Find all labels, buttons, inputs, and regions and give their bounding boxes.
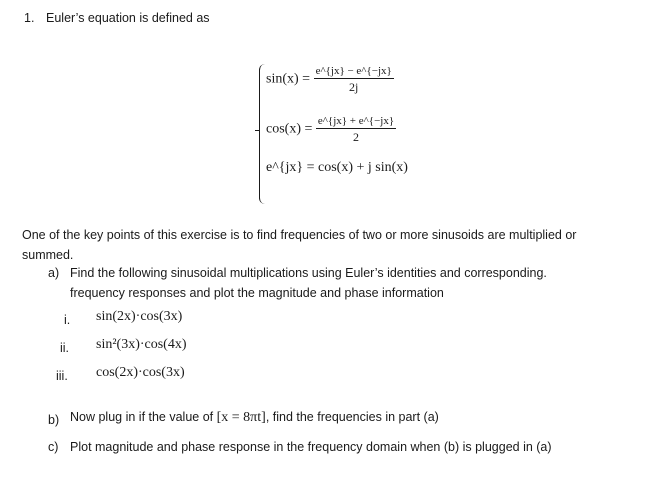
equation-brace [259, 64, 266, 204]
cos-lhs: cos(x) = [266, 121, 313, 137]
sin-lhs: sin(x) = [266, 71, 311, 87]
part-b-label: b) [48, 413, 60, 427]
item-i-label: i. [64, 313, 71, 327]
item-ii-label: ii. [60, 341, 70, 355]
item-iii-label: iii. [56, 369, 68, 383]
cos-denominator: 2 [316, 128, 396, 145]
equation-brace-tip [255, 130, 260, 131]
part-b-expression: [x = 8πt] [216, 410, 266, 425]
item-ii-expression: sin²(3x)·cos(4x) [96, 337, 187, 352]
part-a-label: a) [48, 266, 60, 280]
part-a-text-2: frequency responses and plot the magnitude and phase information [70, 286, 444, 300]
question-title: Euler’s equation is defined as [46, 11, 210, 25]
cos-fraction [316, 114, 396, 145]
part-a-text-1: Find the following sinusoidal multiplications using Euler’s identities and corresponding. [70, 266, 547, 280]
part-c-label: c) [48, 440, 59, 454]
intro-line-1: One of the key points of this exercise is to find frequencies of two or more sinusoids are multiplied or [22, 228, 577, 242]
cos-numerator: e^{jx} + e^{−jx} [317, 115, 395, 127]
part-c-text: Plot magnitude and phase response in the frequency domain when (b) is plugged in (a) [70, 440, 552, 454]
part-b-text-post: , find the frequencies in part (a) [265, 410, 439, 424]
sin-equation [266, 64, 394, 95]
euler-identity: e^{jx} = cos(x) + j sin(x) [266, 160, 408, 175]
item-iii-expression: cos(2x)·cos(3x) [96, 365, 185, 380]
part-b-line [70, 410, 439, 426]
part-b-text-pre: Now plug in if the value of [70, 410, 214, 424]
item-i-expression: sin(2x)·cos(3x) [96, 309, 183, 324]
cos-equation [266, 114, 396, 145]
intro-line-2: summed. [22, 248, 74, 262]
question-number: 1. [24, 11, 35, 25]
sin-numerator: e^{jx} − e^{−jx} [315, 65, 392, 77]
sin-denominator: 2j [314, 78, 394, 95]
sin-fraction [314, 64, 394, 95]
